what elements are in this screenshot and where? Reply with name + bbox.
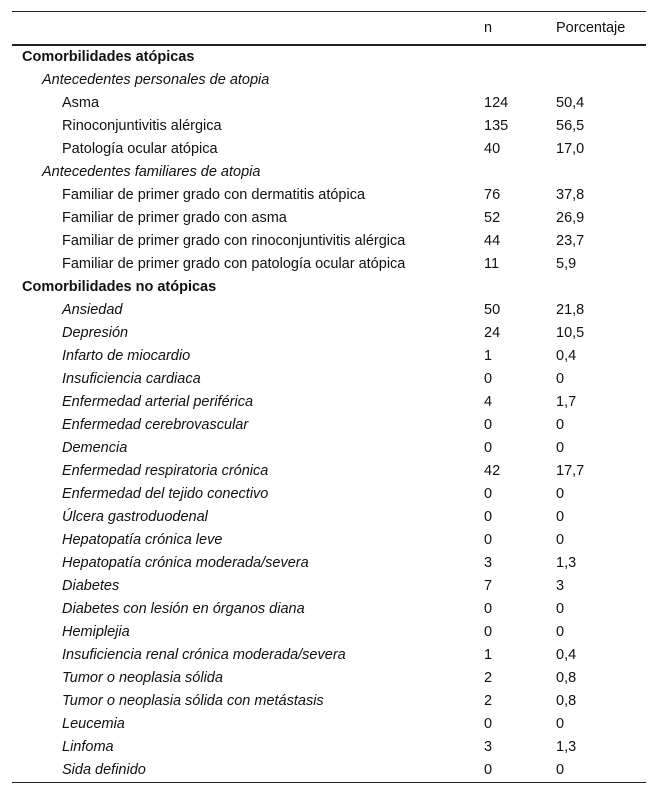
row-label: Enfermedad cerebrovascular [62,417,249,433]
row-percentage: 0,4 [556,348,577,364]
table-row [12,391,646,414]
row-n: 76 [484,187,501,203]
row-n: 52 [484,210,501,226]
row-percentage: 17,0 [556,141,585,157]
row-percentage: 0 [556,486,565,502]
row-label: Familiar de primer grado con rinoconjuntivitis alérgica [62,233,406,249]
table-row [12,207,646,230]
table-header [12,12,646,46]
row-percentage: 0 [556,509,565,525]
row-percentage: 0 [556,440,565,456]
row-percentage: 0,8 [556,670,577,686]
row-percentage: 5,9 [556,256,577,272]
row-percentage: 1,3 [556,739,577,755]
table-row [12,460,646,483]
table-row [12,92,646,115]
row-label: Insuficiencia cardiaca [62,371,201,387]
table-row [12,483,646,506]
row-label: Enfermedad arterial periférica [62,394,254,410]
row-label: Úlcera gastroduodenal [62,509,208,525]
row-percentage: 0 [556,601,565,617]
row-percentage: 3 [556,578,565,594]
row-n: 124 [484,95,509,111]
row-label: Hemiplejia [62,624,130,640]
table-row [12,713,646,736]
table-row [12,345,646,368]
row-percentage: 21,8 [556,302,585,318]
row-percentage: 0 [556,762,565,778]
row-n: 42 [484,463,501,479]
subsection-row [12,161,646,184]
row-n: 44 [484,233,501,249]
row-label: Antecedentes familiares de atopia [42,164,261,180]
table-row [12,184,646,207]
table-row [12,253,646,276]
row-percentage: 1,3 [556,555,577,571]
row-label: Asma [62,95,100,111]
row-label: Diabetes [62,578,120,594]
row-label: Antecedentes personales de atopia [42,72,270,88]
table-row [12,138,646,161]
row-label: Tumor o neoplasia sólida [62,670,223,686]
row-percentage: 26,9 [556,210,585,226]
row-n: 0 [484,601,493,617]
row-label: Familiar de primer grado con dermatitis atópica [62,187,366,203]
row-percentage: 56,5 [556,118,585,134]
table-row [12,598,646,621]
table-row [12,621,646,644]
comorbidity-table [12,11,646,783]
row-label: Enfermedad respiratoria crónica [62,463,269,479]
row-n: 0 [484,716,493,732]
header-n: n [484,20,493,36]
row-label: Tumor o neoplasia sólida con metástasis [62,693,324,709]
table-row [12,299,646,322]
row-n: 0 [484,532,493,548]
table-row [12,552,646,575]
row-label: Linfoma [62,739,114,755]
row-n: 1 [484,647,493,663]
row-n: 135 [484,118,509,134]
row-percentage: 0,4 [556,647,577,663]
row-n: 11 [484,256,500,272]
row-n: 7 [484,578,493,594]
row-label: Comorbilidades atópicas [22,49,195,65]
row-percentage: 37,8 [556,187,585,203]
row-n: 0 [484,371,493,387]
table-row [12,690,646,713]
row-n: 2 [484,670,493,686]
section-row [12,46,646,69]
table-row [12,115,646,138]
row-label: Enfermedad del tejido conectivo [62,486,269,502]
subsection-row [12,69,646,92]
row-n: 40 [484,141,501,157]
row-n: 24 [484,325,501,341]
row-n: 3 [484,555,493,571]
row-label: Hepatopatía crónica leve [62,532,223,548]
row-label: Depresión [62,325,129,341]
table-row [12,667,646,690]
row-label: Hepatopatía crónica moderada/severa [62,555,309,571]
header-percentage: Porcentaje [556,20,626,36]
row-percentage: 0,8 [556,693,577,709]
row-label: Sida definido [62,762,146,778]
row-label: Ansiedad [62,302,123,318]
table-body [12,46,646,782]
row-percentage: 0 [556,624,565,640]
row-label: Familiar de primer grado con patología ocular atópica [62,256,406,272]
table-row [12,414,646,437]
row-percentage: 0 [556,716,565,732]
row-percentage: 0 [556,371,565,387]
row-n: 2 [484,693,493,709]
row-label: Insuficiencia renal crónica moderada/severa [62,647,346,663]
table-row [12,322,646,345]
row-label: Demencia [62,440,128,456]
row-n: 0 [484,440,493,456]
row-n: 0 [484,509,493,525]
row-percentage: 0 [556,417,565,433]
row-label: Comorbilidades no atópicas [22,279,217,295]
table-row [12,368,646,391]
row-percentage: 0 [556,532,565,548]
table-row [12,230,646,253]
table-row [12,644,646,667]
table-row [12,437,646,460]
table-row [12,736,646,759]
row-label: Familiar de primer grado con asma [62,210,287,226]
row-label: Diabetes con lesión en órganos diana [62,601,305,617]
row-n: 0 [484,762,493,778]
row-label: Patología ocular atópica [62,141,218,157]
row-n: 0 [484,486,493,502]
row-n: 50 [484,302,501,318]
row-n: 0 [484,624,493,640]
row-n: 4 [484,394,493,410]
table-row [12,506,646,529]
row-percentage: 50,4 [556,95,585,111]
row-n: 3 [484,739,493,755]
row-label: Infarto de miocardio [62,348,191,364]
row-n: 0 [484,417,493,433]
section-row [12,276,646,299]
table-row [12,575,646,598]
table-row [12,529,646,552]
row-percentage: 1,7 [556,394,577,410]
row-percentage: 23,7 [556,233,585,249]
row-label: Leucemia [62,716,125,732]
row-percentage: 17,7 [556,463,585,479]
table-row [12,759,646,782]
row-label: Rinoconjuntivitis alérgica [62,118,222,134]
row-n: 1 [484,348,493,364]
row-percentage: 10,5 [556,325,585,341]
